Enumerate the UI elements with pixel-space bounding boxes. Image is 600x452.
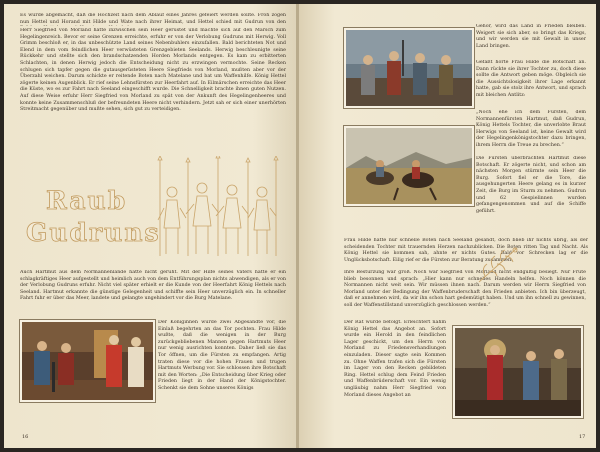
page-number-right: 17	[579, 434, 586, 440]
illustration-horsemen	[344, 126, 474, 206]
illustration-throne-room	[20, 320, 155, 402]
right-paragraph-6: Ihre Bestürzung war groß. Noch war Siegfried von Morland nicht endgültig besiegt. Nur Frute blieb besonnen und sprach: „Hier kann nur schnelles Handeln helfen. Noch können die Normannen nicht weit sein. Wir müssen ihnen nach. Darum werden wir Herrn Siegfried von Morland unter der Bedingung der Waffenbruderschaft den Frieden anbieten. Ich bin überzeugt, daß er annehmen wird, da wir ihn schon hart gedemütigt haben. Und um ihn schnell zu gewinnen, soll der Waffenstillstand unverzüglich geschlossen werden.“	[344, 270, 586, 308]
right-paragraph-2: Gefaßt hörte Frau Hilde die Botschaft an. Dann rückte sie ihrer Tochter zu, doch diese sollte die Antwort geben möge. Obgleich sie die Aussichtslosigkeit ihrer Lage erkannt hatte, gab sie stolz ihre Antwort, und sprach mit bleichen Antlitz:	[476, 60, 586, 98]
illustration-knights-gathering	[344, 28, 474, 108]
warriors-line-drawing	[156, 156, 284, 258]
right-paragraph-7: Der Rat wurde befolgt. Erleichtert nahm König Hettel das Angebot an. Sofort wurde ein Herold in den feindlichen Lager geschickt, um den Herrn von Morland zu Friedensverhandlungen einzuladen. Dieser sagte sein Kommen zu. Ohne Waffen trafen sich die Fürsten im Lager von den Recken gebildeten Ring. Hettel schlug dem Feind Frieden und Waffenbrüderschaft vor. Ein wenig ungläubig nahm Herr Siegfried von Morland dieses Angebot an	[344, 320, 446, 398]
right-paragraph-5: Frau Hilde hatte nur schnelle Boten nach Seeland gesandt, doch blieb ihr nichts übrig, als der scheidenden Tochter mit trauernden Herzen nachzublicken. Die Boten ritten Tag und Nacht. Als König Hettel sie kommen sah, ahnte er nichts Gutes. Bald vor Schrecken lag er die Unglücksbotschaft. Eilig rief er die Fürsten zur Beratung zusammen.	[344, 238, 588, 263]
right-page	[299, 4, 596, 448]
chapter-title-raub: Raub	[46, 186, 128, 215]
left-paragraph-3: Auch Hartmut aus dem Normannenlande hatte nicht geruht. Mit der Hilfe seines Vaters hatte er ein schlagkräftiges Heer aufgestellt und heimlich auch von dem Entführungsplan nichts abwendigen, als er von der Verlobung Gudruns erfuhr. Nicht viel später erhielt er die Kunde von der Heerfahrt König Hettels nach Seeland. Hartmut erkannte die günstige Gelegenheit und schiffte sein Heer unverzüglich ein. In schneller Fahrt fuhr er über das Meer, landete und gelangte ungehindert vor die Burg Matelane.	[20, 270, 286, 302]
left-page	[4, 4, 297, 448]
left-paragraph-2: Herr Siegfried von Morland hatte inzwischen sein Heer gerüstet und machte sich auf den Marsch zum Hegelingenreich. Bevor er seine Grenzen erreichte, erfuhr er von der Verlobung Gudruns mit Herwig. Voll Grimm beschloß er, in das unbeschützte Land seines Nebenbuhlers einzufallen. Bald berichteten Not und Elend in dem vom feindlichen Heer verwüsteten Grenzgebieten Seelands. Herwig beschleunigte seine Rückkehr und stellte sich den brandschatzenden Horden Morlands entgegen. Es kam zu erbitterten Schlachten, in denen Herwig jedoch die Entscheidung nicht zu erzwingen vermochte. Seine Recken schlugen sich tapfer gegen die gutausgerüsteten Heere Siegfrieds von Morland, mußten aber vor der Überzahl weichen. Darum schickte er reitende Boten nach Matelane und bat um Waffenhilfe. König Hettel zögerte keinen Augenblick. Er rief seine Lehnsfürsten zur Heerfahrt auf. In Eilmärschen erreichte das Heer die Küste, wo es zur Fahrt nach Seeland eingeschifft wurde. Die Schnelligkeit brachte ihnen guten Nutzen. Auf diese Weise erfuhr Herr Siegfried von Morland zu spät von der Ankunft des Hegelingenheeres und konnte keine Zusammenschluß der befreundeten Heere nicht verhindern. Jetzt sah er sich einer unerhörten Streitmacht gegenüber und mußte sehen, sich gut zu verteidigen.	[20, 28, 286, 113]
page-number-left: 16	[22, 434, 29, 440]
right-paragraph-4: Die Fürsten überbrachten Hartmut diese Botschaft. Er zögerte nicht, und schon am nächsten Morgen stürmte sein Heer die Burg. Sofort fiel er die Tore, die ausgehungerten Heere gelang es in kurzer Zeit, die Burg im Sturm zu nehmen. Gudrun und 62 Gespielinnen wurden gefangengenommen und auf die Schiffe geführt.	[476, 156, 586, 214]
left-paragraph-4: Der Königinnen wurde zwei Abgesandte vor, die Einlaß begehrten an das Tor pochten. Frau Hilde wußte, daß die wenigen in der Burg zurückgebliebenen Mannen gegen Hartmuts Heer nur wenig ausrichten konnten. Daher ließ sie das Tor öffnen, um die Fürsten zu empfangen. Artig traten diese vor die hohen Frauen und trugen Hartmuts Werbung vor. Sie schlossen ihre Botschaft mit den Worten: „Die Entscheidung über Krieg oder Frieden liegt in der Hand der Königstochter. Schenkt sie dem Sohne unseres Königs	[158, 320, 286, 391]
illustration-holy-figure	[453, 326, 583, 418]
botanical-sprig-drawing	[475, 244, 521, 286]
right-paragraph-3: „Noch ehe ich dem Fürsten, dem Normannenfürsten Hartmut, daß Gudrun, König Hettels Tochter, die unverlobte Braut Herwigs von Seeland ist, keine Gewalt wird der Hegelingenkönigstochter dazu bringen, ihrem Herrn die Treue zu brechen.“	[476, 110, 586, 148]
chapter-title-gudruns: Gudruns	[26, 218, 161, 247]
right-paragraph-1: Gehör, wird das Land in Frieden bleiben. Weigert sie sich aber, so bringt das Kriegs, und wir werden sie mit Gewalt in unser Land bringen.	[476, 24, 586, 49]
left-paragraph-1: Es wurde abgemacht, daß die Hochzeit nach dem Ablauf eines Jahres gefeiert werden sollte. Froh zogen nun Hettel und Horand mit Hilde und Wate nach ihrer Heimat, und Hettel schied mit Gudrun von den	[20, 13, 286, 25]
